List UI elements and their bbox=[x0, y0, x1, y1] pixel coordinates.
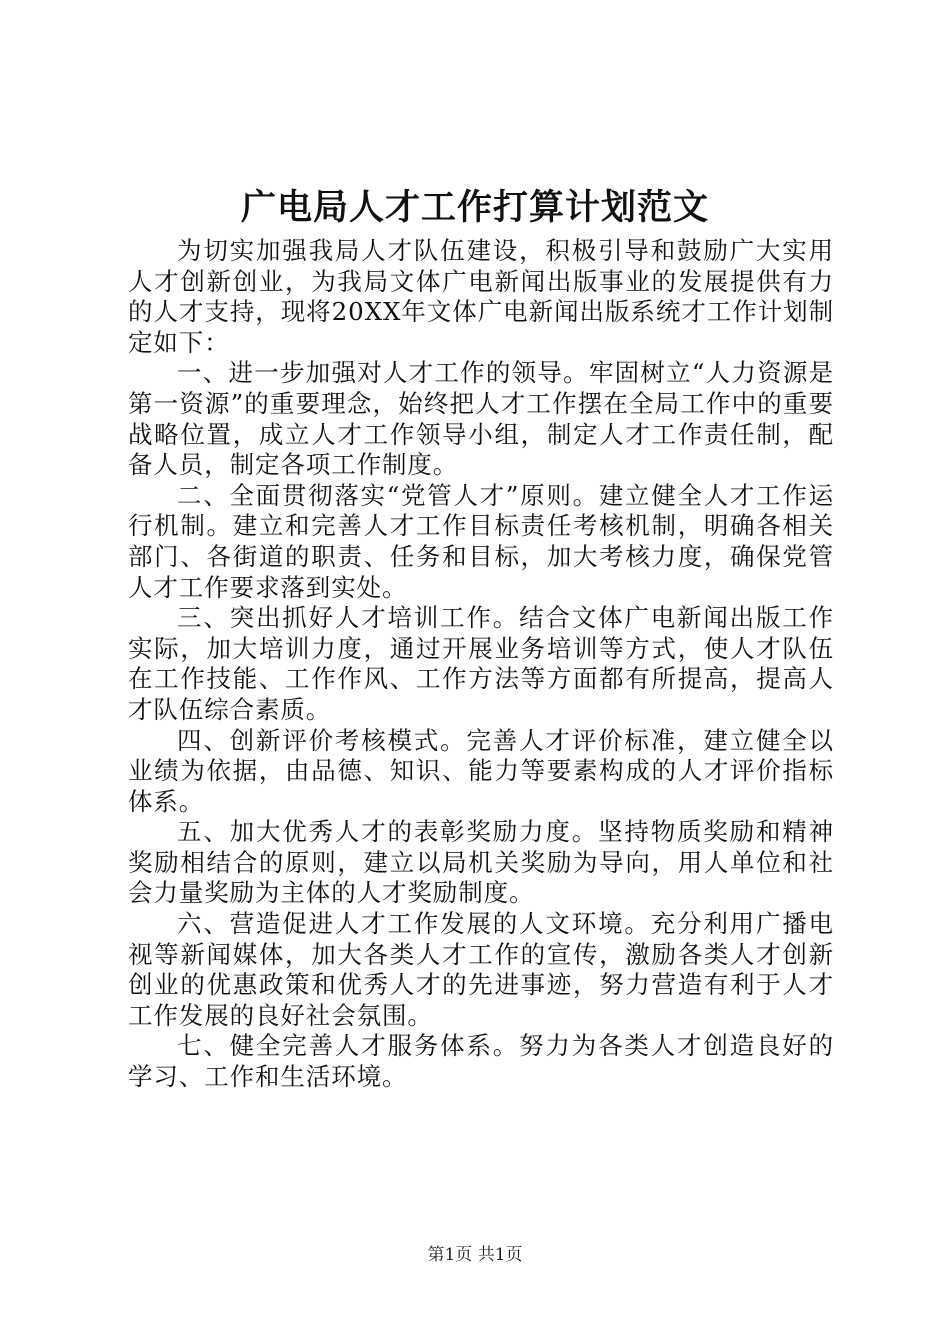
paragraph-item-2: 二、全面贯彻落实“党管人才”原则。建立健全人才工作运行机制。建立和完善人才工作目标责任考核机制，明确各相关部门、各街道的职责、任务和目标，加大考核力度，确保党管人才工作要求落到实处。 bbox=[128, 480, 834, 602]
paragraph-item-4: 四、创新评价考核模式。完善人才评价标准，建立健全以业绩为依据，由品德、知识、能力等要素构成的人才评价指标体系。 bbox=[128, 725, 834, 816]
document-title: 广电局人才工作打算计划范文 bbox=[240, 187, 709, 228]
paragraph-item-7: 七、健全完善人才服务体系。努力为各类人才创造良好的学习、工作和生活环境。 bbox=[128, 1031, 834, 1092]
paragraph-item-3: 三、突出抓好人才培训工作。结合文体广电新闻出版工作实际，加大培训力度，通过开展业务培训等方式，使人才队伍在工作技能、工作作风、工作方法等方面都有所提高，提高人才队伍综合素质。 bbox=[128, 603, 834, 724]
paragraph-item-5: 五、加大优秀人才的表彰奖励力度。坚持物质奖励和精神奖励相结合的原则，建立以局机关奖励为导向，用人单位和社会力量奖励为主体的人才奖励制度。 bbox=[128, 817, 834, 908]
document-body bbox=[128, 236, 834, 1093]
page-number-footer: 第1页 共1页 bbox=[427, 1245, 523, 1265]
paragraph-item-6: 六、营造促进人才工作发展的人文环境。充分利用广播电视等新闻媒体，加大各类人才工作的宣传，激励各类人才创新创业的优惠政策和优秀人才的先进事迹，努力营造有利于人才工作发展的良好社会氛围。 bbox=[128, 909, 834, 1030]
paragraph-item-1: 一、进一步加强对人才工作的领导。牢固树立“人力资源是第一资源”的重要理念，始终把人才工作摆在全局工作中的重要战略位置，成立人才工作领导小组，制定人才工作责任制，配备人员，制定各项工作制度。 bbox=[128, 358, 834, 480]
paragraph-intro: 为切实加强我局人才队伍建设，积极引导和鼓励广大实用人才创新创业，为我局文体广电新闻出版事业的发展提供有力的人才支持，现将20XX年文体广电新闻出版系统才工作计划制定如下： bbox=[128, 236, 834, 357]
